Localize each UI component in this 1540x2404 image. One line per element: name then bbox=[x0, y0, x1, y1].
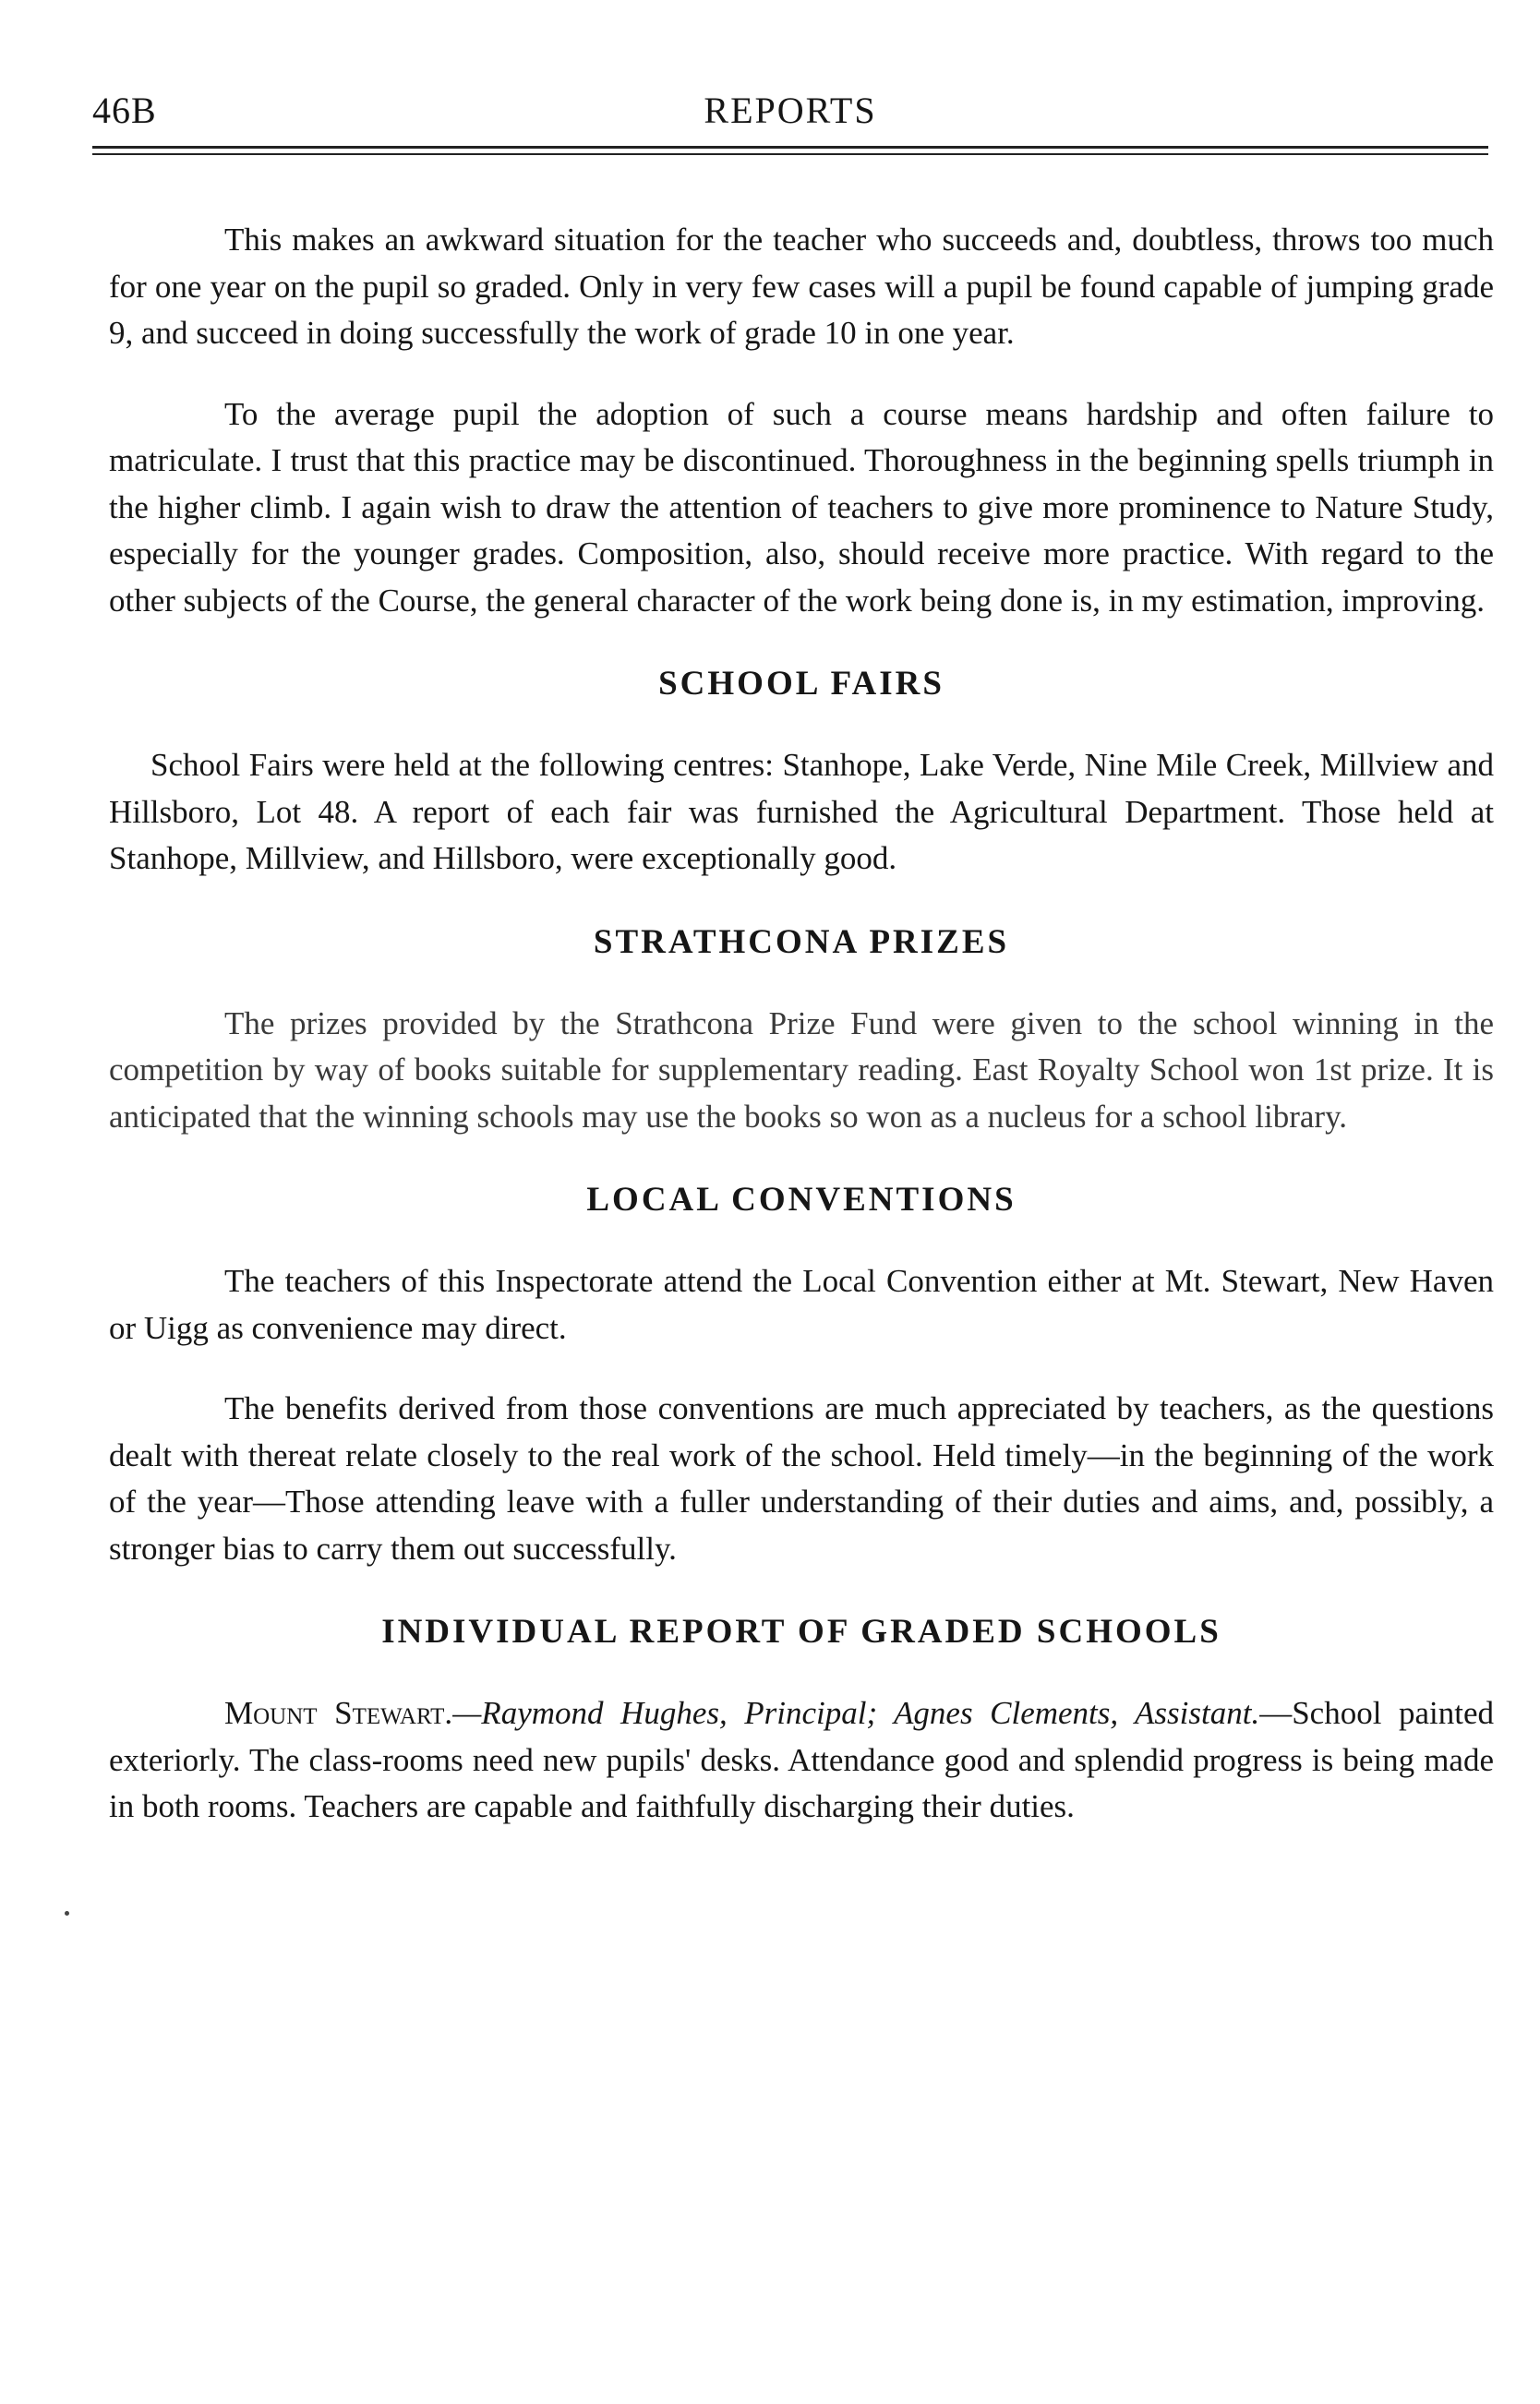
paragraph-average-pupil: To the average pupil the adoption of such a course means hardship and often failure to matriculate. I trust that this practice may be discontinued. Thoroughness in the beginning spells triumph in the higher climb. I again wish to draw the attention of teachers to give more prominence to Nature Study, especially for the younger grades. Composition, also, should receive more practice. With regard to the other subjects of the Course, the general character of the work being done is, in my estimation, improving. bbox=[109, 395, 1494, 619]
paragraph-awkward-situation: This makes an awkward situation for the teacher who succeeds and, doubtless, throws too much for one year on the pupil so graded. Only in very few cases will a pupil be found capable of jumping grade 9, and succeed in doing successfully the work of grade 10 in one year. bbox=[109, 222, 1494, 351]
paragraph-conventions-attend: The teachers of this Inspectorate attend the Local Convention either at Mt. Stewart, New Haven or Uigg as convenience may direct. bbox=[109, 1263, 1494, 1346]
heading-local-conventions: LOCAL CONVENTIONS bbox=[586, 1181, 1017, 1219]
running-head: REPORTS bbox=[704, 90, 877, 131]
heading-school-fairs: SCHOOL FAIRS bbox=[658, 665, 944, 703]
header-rule bbox=[92, 146, 1488, 149]
school-report-text: —School painted exteriorly. The class-rooms need new pupils' desks. Attendance good and splendid progress is being made in both rooms. Teachers are capable and faithfully discharging their duties. bbox=[109, 1695, 1495, 1824]
paragraph-school-fairs: School Fairs were held at the following centres: Stanhope, Lake Verde, Nine Mile Creek, Millview and Hillsboro, Lot 48. A report of each fair was furnished the Agricultural Department. Those held at Stanhope, Millview, and Hillsboro, were exceptionally good. bbox=[109, 747, 1494, 876]
heading-individual-report: INDIVIDUAL REPORT OF GRADED SCHOOLS bbox=[381, 1613, 1221, 1651]
paragraph-conventions-benefits: The benefits derived from those conventions are much appreciated by teachers, as the questions dealt with thereat relate closely to the real work of the school. Held timely—in the beginning of the work of the year—Those attending leave with a fuller understanding of their duties and aims, and, possibly, a stronger bias to carry them out successfully. bbox=[109, 1390, 1494, 1567]
school-staff: —Raymond Hughes, Principal; Agnes Clements, Assistant. bbox=[452, 1695, 1260, 1731]
page-number: 46B bbox=[92, 90, 157, 131]
heading-strathcona-prizes: STRATHCONA PRIZES bbox=[593, 922, 1010, 961]
paragraph-strathcona-prizes: The prizes provided by the Strathcona Prize Fund were given to the school winning in the competition by way of books suitable for supplementary reading. East Royalty School won 1st prize. It is anticipated that the winning schools may use the books so won as a nucleus for a school library. bbox=[109, 1004, 1494, 1135]
page-header bbox=[92, 89, 1488, 140]
body-text bbox=[109, 217, 1494, 1831]
margin-speck bbox=[65, 1911, 69, 1916]
paragraph-mount-stewart bbox=[109, 1690, 1494, 1831]
school-name: Mount Stewart. bbox=[224, 1695, 453, 1731]
header-rule-secondary bbox=[92, 153, 1488, 155]
